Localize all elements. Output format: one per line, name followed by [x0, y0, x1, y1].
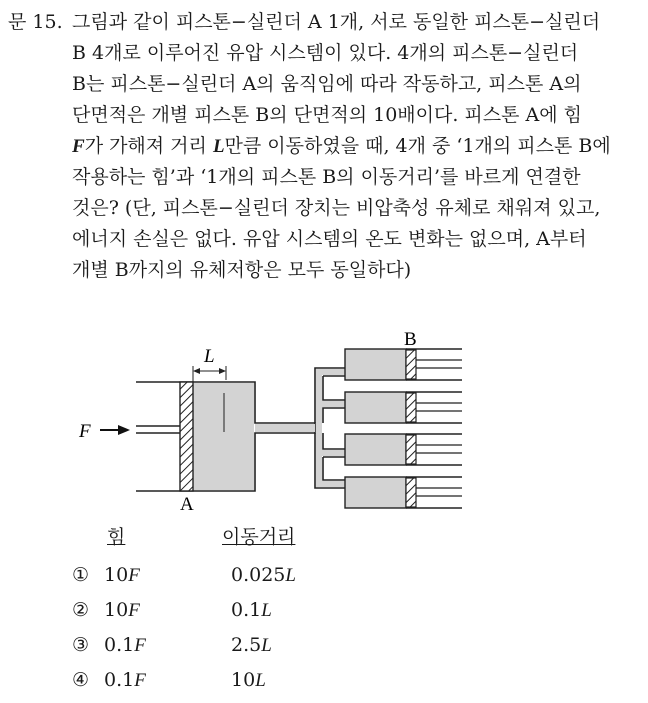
option-2-marker: ②: [72, 599, 90, 621]
option-3-force: 0.1F: [104, 634, 146, 656]
question-line-9: 개별 B까지의 유체저항은 모두 동일하다): [72, 259, 412, 281]
question-line-5: [72, 131, 611, 162]
piston-b-4: [406, 478, 416, 507]
cylinder-b-1: [345, 349, 462, 380]
question-line-5-part-2: 만큼 이동하였을 때, 4개 중 ‘1개의 피스톤 B에: [224, 135, 611, 157]
distance-variable: L: [212, 136, 225, 157]
option-3-marker: ③: [72, 634, 90, 656]
force-arrow: [100, 425, 130, 435]
option-1-marker: ①: [72, 564, 90, 586]
column-header-force: 힘: [107, 526, 126, 548]
piston-a-rod: [136, 426, 180, 433]
question-line-2: B 4개로 이루어진 유압 시스템이 있다. 4개의 피스톤−실린더: [72, 42, 579, 64]
question-line-6: 작용하는 힘’과 ‘1개의 피스톤 B의 이동거리’를 바르게 연결한: [72, 166, 581, 188]
option-2[interactable]: [72, 592, 632, 628]
cylinder-a-label: A: [180, 493, 194, 515]
option-4-force: 0.1F: [104, 669, 146, 691]
force-label: F: [79, 421, 91, 442]
cylinder-b-3: [345, 434, 462, 465]
manifold-pipes: [315, 368, 345, 488]
option-3-distance: 2.5L: [231, 634, 272, 656]
option-2-distance: 0.1L: [231, 599, 272, 621]
column-header-distance: 이동거리: [222, 526, 296, 548]
option-1[interactable]: [72, 557, 632, 593]
piston-b-2: [406, 393, 416, 422]
option-4[interactable]: [72, 662, 632, 698]
hydraulic-system-diagram: [0, 328, 648, 518]
cylinder-b-label: B: [404, 329, 417, 350]
question-number: 문 15.: [8, 11, 63, 33]
option-2-force: 10F: [104, 599, 140, 621]
piston-b-3: [406, 435, 416, 464]
piston-a: [180, 382, 193, 491]
cylinder-b-4: [345, 477, 462, 508]
question-line-3: B는 피스톤−실린더 A의 움직임에 따라 작동하고, 피스톤 A의: [72, 73, 582, 95]
option-4-marker: ④: [72, 669, 90, 691]
question-line-4: 단면적은 개별 피스톤 B의 단면적의 10배이다. 피스톤 A에 힘: [72, 104, 583, 126]
displacement-label: L: [204, 346, 215, 367]
force-variable: F: [72, 136, 85, 157]
cylinder-a: [136, 382, 315, 491]
cylinder-b-2: [345, 392, 462, 423]
question-line-7: 것은? (단, 피스톤−실린더 장치는 비압축성 유체로 채워져 있고,: [72, 197, 601, 219]
displacement-dimension: [193, 366, 226, 382]
option-4-distance: 10L: [231, 669, 266, 691]
option-3[interactable]: [72, 627, 632, 663]
option-1-force: 10F: [104, 564, 140, 586]
option-1-distance: 0.025L: [231, 564, 296, 586]
question-line-8: 에너지 손실은 없다. 유압 시스템의 온도 변화는 없으며, A부터: [72, 228, 587, 250]
question-line-5-part-1: 가 가해져 거리: [84, 135, 213, 157]
question-line-1: 그림과 같이 피스톤−실린더 A 1개, 서로 동일한 피스톤−실린더: [72, 11, 601, 33]
piston-b-1: [406, 350, 416, 379]
